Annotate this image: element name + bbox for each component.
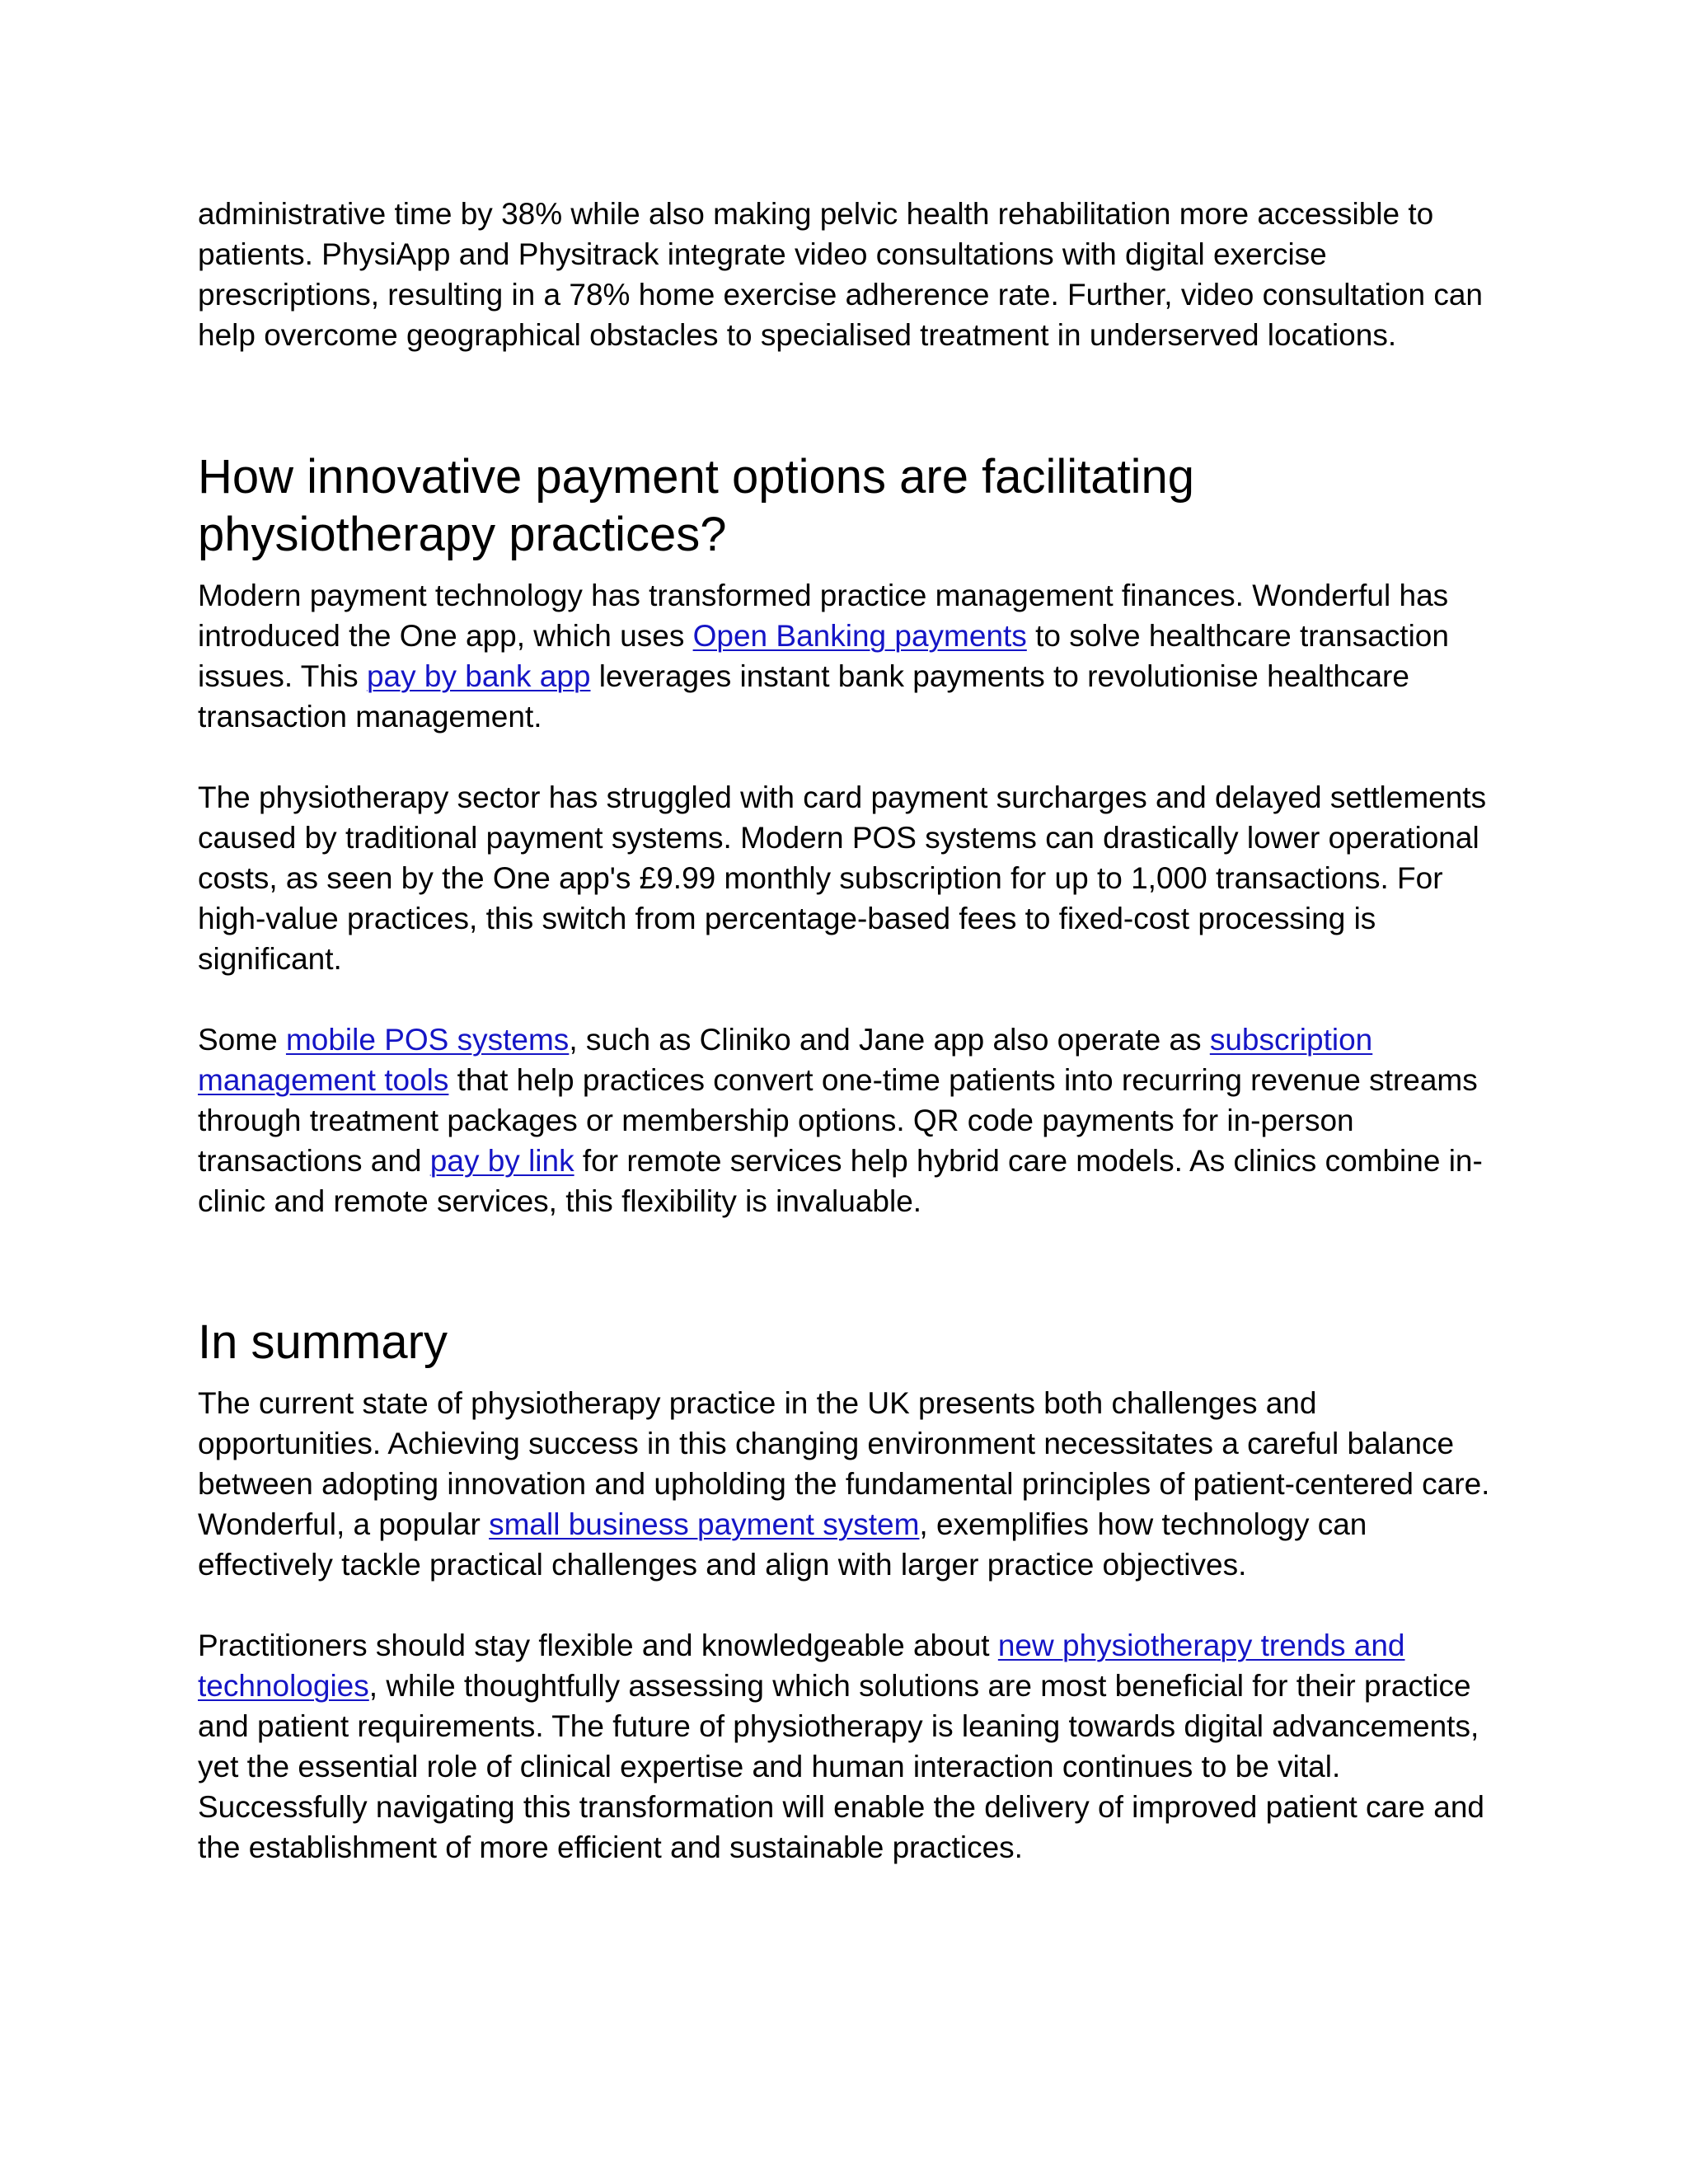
summary-paragraph-2 bbox=[198, 1625, 1500, 1868]
text-span: for remote services help hybrid care models. As clinics combine in-clinic and remote services, this flexibility is invaluable. bbox=[198, 1144, 1483, 1218]
text-span: The current state of physiotherapy practice in the UK presents both challenges and opportunities. Achieving success in this changing environment necessitates a careful balance between adopting innovation and upholding the fundamental principles of patient-centered care. Wonderful, a popular bbox=[198, 1386, 1490, 1541]
text-span: leverages instant bank payments to revolutionise healthcare transaction management. bbox=[198, 659, 1409, 733]
text-span: Some bbox=[198, 1023, 286, 1057]
text-span: Modern payment technology has transformed practice management finances. Wonderful has introduced the One app, which uses bbox=[198, 579, 1449, 653]
payments-paragraph-3 bbox=[198, 1019, 1500, 1221]
payments-paragraph-1 bbox=[198, 575, 1500, 737]
open-banking-payments-link[interactable]: Open Banking payments bbox=[692, 619, 1027, 653]
physiotherapy-trends-link[interactable]: new physiotherapy trends and technologies bbox=[198, 1629, 1405, 1703]
payments-paragraph-2: The physiotherapy sector has struggled with card payment surcharges and delayed settlements caused by traditional payment systems. Modern POS systems can drastically lower operational costs, as seen by the One app's £9.99 monthly subscription for up to 1,000 transactions. For high-value practices, this switch from percentage-based fees to fixed-cost processing is significant. bbox=[198, 780, 1487, 976]
pay-by-link-link[interactable]: pay by link bbox=[429, 1144, 574, 1178]
payments-heading: How innovative payment options are facilitating physiotherapy practices? bbox=[198, 450, 1194, 561]
summary-heading: In summary bbox=[198, 1315, 448, 1369]
text-span: , exemplifies how technology can effectively tackle practical challenges and align with larger practice objectives. bbox=[198, 1507, 1367, 1582]
text-span: , while thoughtfully assessing which solutions are most beneficial for their practice and patient requirements. The future of physiotherapy is leaning towards digital advancements, yet the essential role of clinical expertise and human interaction continues to be vital. Successfully navigating this transformation will enable the delivery of improved patient care and the establishment of more efficient and sustainable practices. bbox=[198, 1669, 1484, 1864]
summary-paragraph-1 bbox=[198, 1383, 1500, 1585]
pay-by-bank-app-link[interactable]: pay by bank app bbox=[366, 659, 591, 693]
subscription-management-tools-link[interactable]: subscription management tools bbox=[198, 1023, 1373, 1097]
small-business-payment-system-link[interactable]: small business payment system bbox=[489, 1507, 920, 1541]
text-span: that help practices convert one-time patients into recurring revenue streams through treatment packages or membership options. QR code payments for in-person transactions and bbox=[198, 1063, 1478, 1178]
mobile-pos-systems-link[interactable]: mobile POS systems bbox=[285, 1023, 570, 1057]
text-span: , such as Cliniko and Jane app also operate as bbox=[569, 1023, 1210, 1057]
text-span: to solve healthcare transaction issues. This bbox=[198, 619, 1449, 693]
intro-paragraph: administrative time by 38% while also making pelvic health rehabilitation more accessible to patients. PhysiApp and Physitrack integrate video consultations with digital exercise prescriptions, resulting in a 78% home exercise adherence rate. Further, video consultation can help overcome geographical obstacles to specialised treatment in underserved locations. bbox=[198, 197, 1483, 352]
text-span: Practitioners should stay flexible and knowledgeable about bbox=[198, 1629, 998, 1662]
document-page bbox=[198, 194, 1500, 1868]
